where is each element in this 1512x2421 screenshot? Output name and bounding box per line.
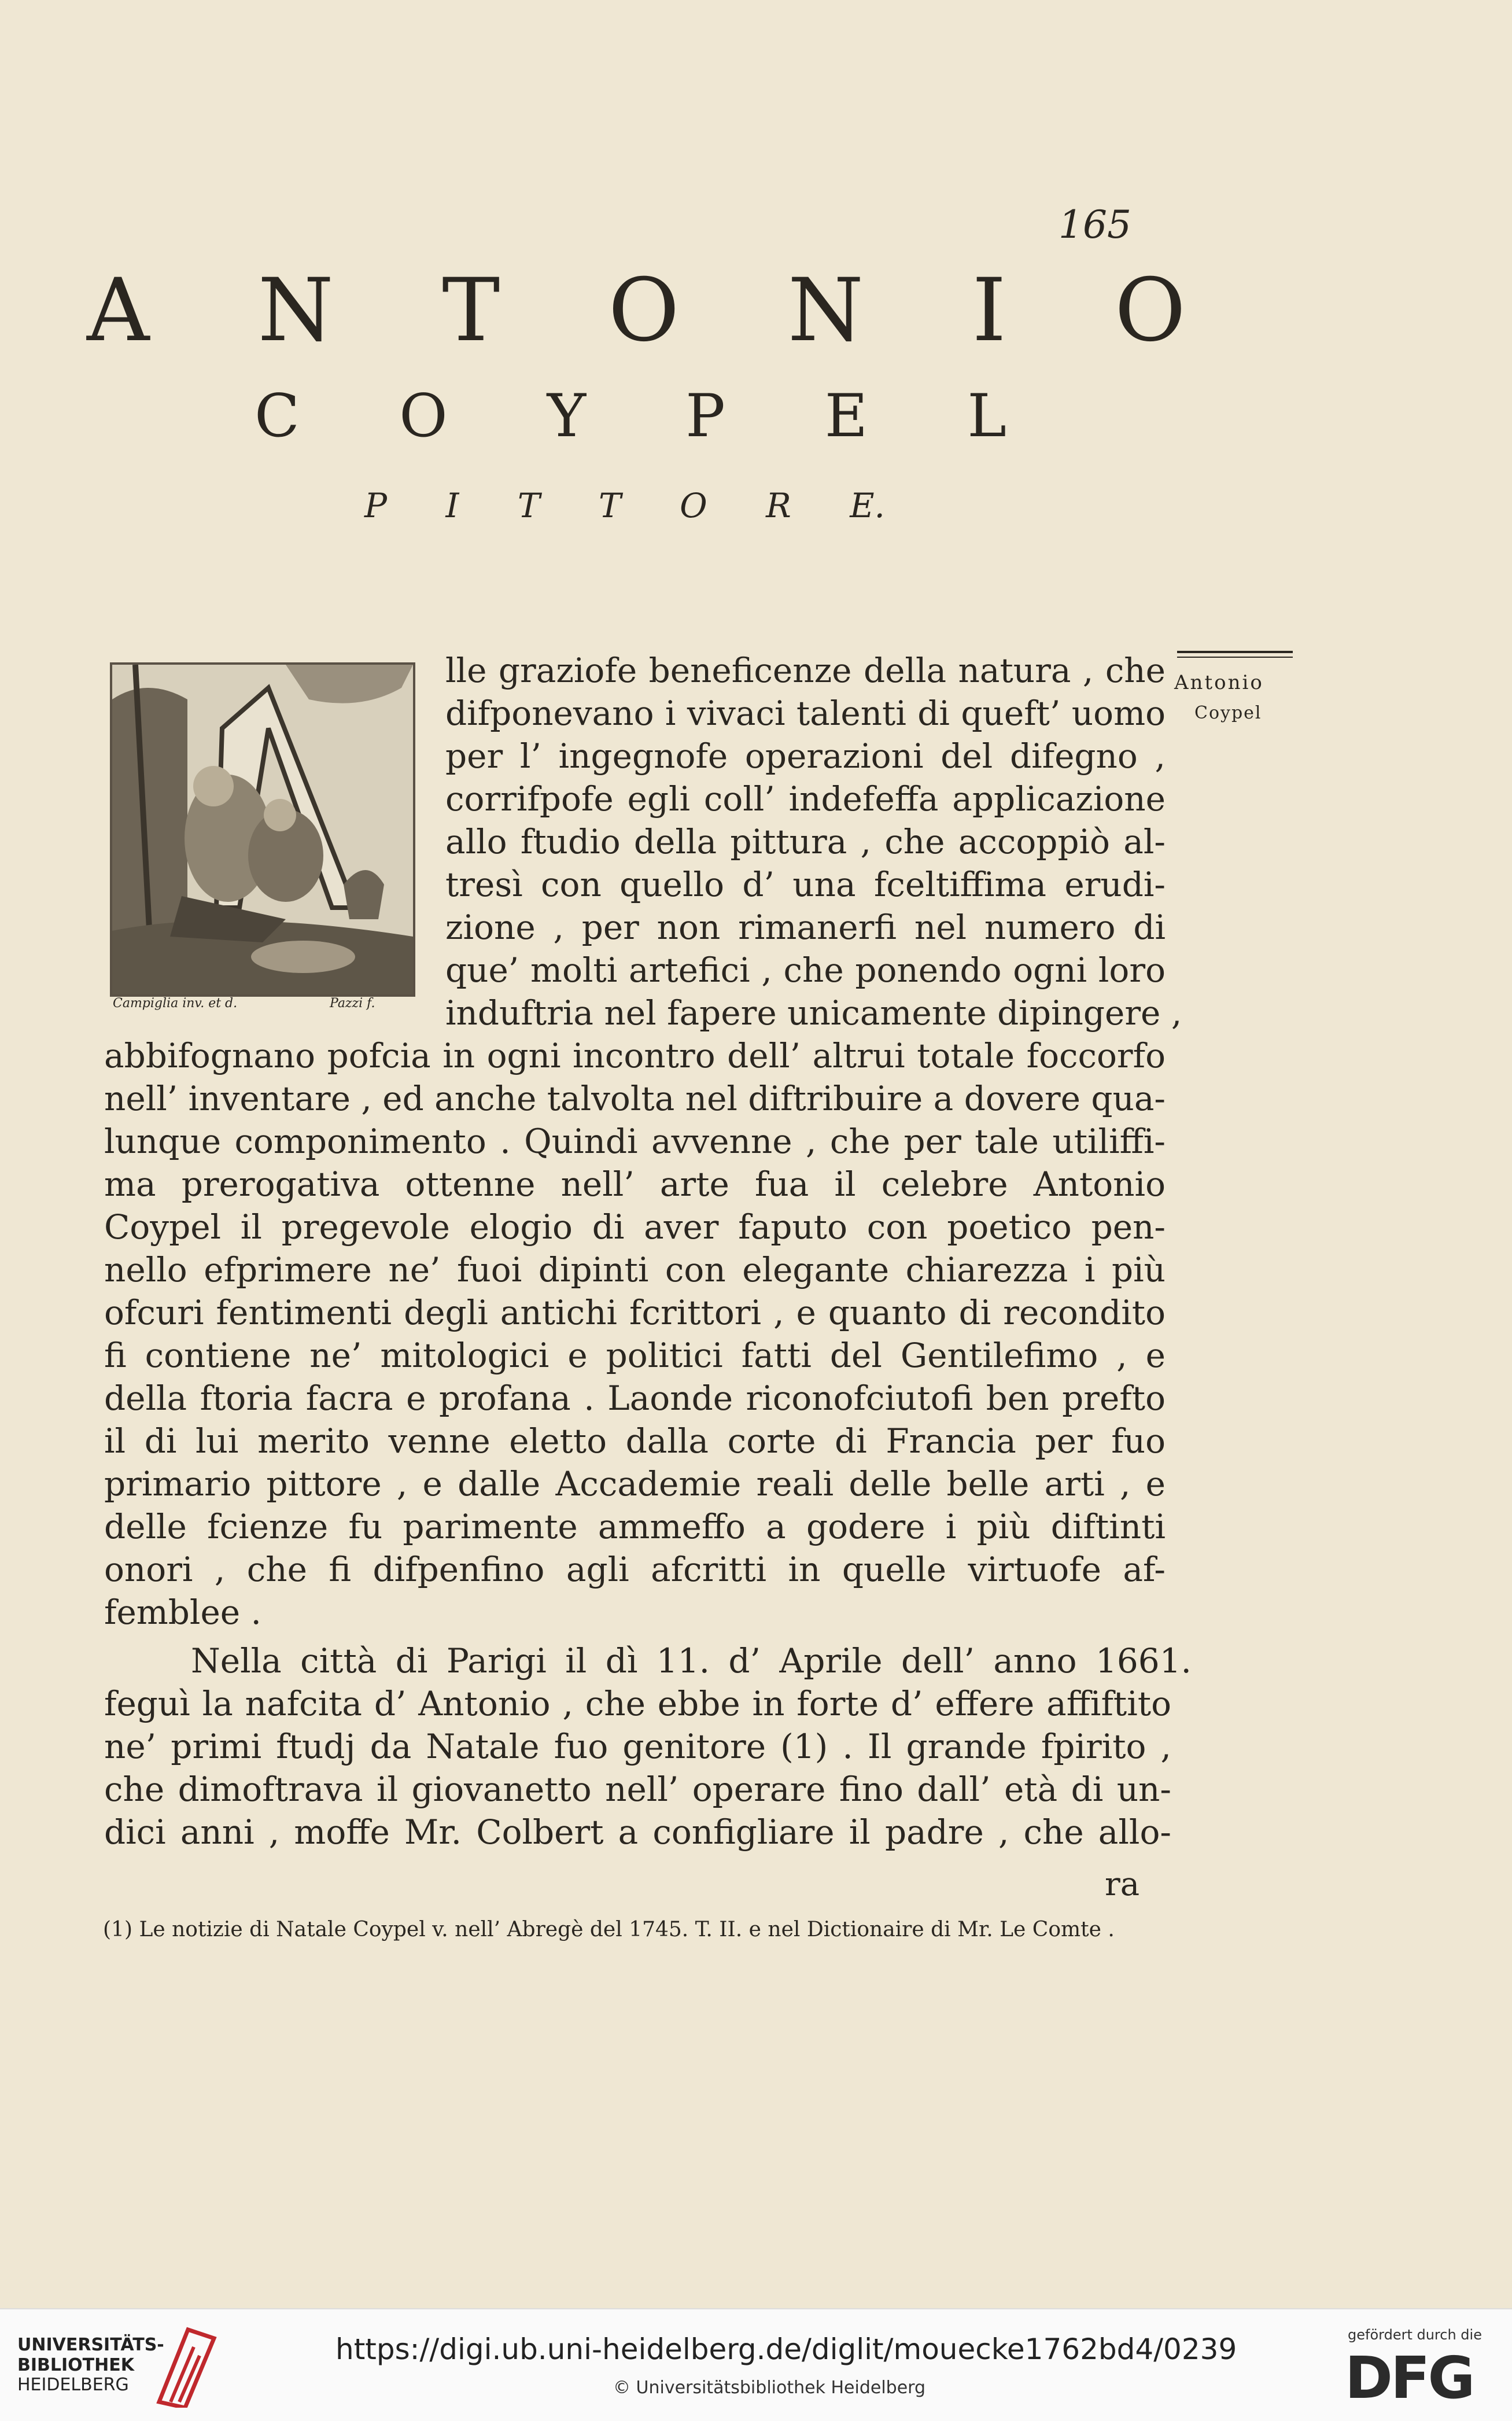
body-line: feguì la nafcita d’ Antonio , che ebbe in forte d’ effere affiftito: [104, 1684, 1171, 1723]
body-line: induftria nel fapere unicamente dipingere ,: [445, 993, 1182, 1033]
sidenote-antonio: Antonio: [1174, 671, 1264, 694]
body-line: della ftoria facra e profana . Laonde riconofciutofi ben prefto: [104, 1379, 1166, 1418]
library-name: UNIVERSITÄTS- BIBLIOTHEK HEIDELBERG: [17, 2335, 164, 2395]
engraving-picture: [112, 665, 413, 994]
catchword: ra: [1105, 1866, 1140, 1903]
body-line: lunque componimento . Quindi avvenne , che per tale utiliffi-: [104, 1122, 1166, 1161]
engraving-caption-left: Campiglia inv. et d.: [113, 996, 238, 1011]
body-line: che dimoftrava il giovanetto nell’ operare fino dall’ età di un-: [104, 1770, 1171, 1809]
library-logo-icon: [153, 2321, 220, 2408]
viewer-footer: [0, 2308, 1512, 2421]
body-line: fi contiene ne’ mitologici e politici fatti del Gentilefimo , e: [104, 1336, 1166, 1375]
sidenote-rule: [1177, 651, 1293, 653]
body-line: dici anni , moffe Mr. Colbert a configliare il padre , che allo-: [104, 1812, 1171, 1852]
funder-label: gefördert durch die: [1348, 2327, 1482, 2343]
engraving-caption-right: Pazzi f.: [330, 996, 375, 1011]
title-line-coypel: C O Y P E L: [255, 382, 1006, 451]
copyright-notice: © Universitätsbibliothek Heidelberg: [613, 2378, 926, 2398]
body-line: allo ftudio della pittura , che accoppiò al-: [445, 822, 1166, 861]
body-line: delle fcienze fu parimente ammeffo a godere i più diftinti: [104, 1507, 1166, 1546]
footnote: (1) Le notizie di Natale Coypel v. nell’ Abregè del 1745. T. II. e nel Dictionaire di Mr. Le Comte .: [103, 1918, 1115, 1941]
body-line: femblee .: [104, 1593, 261, 1632]
body-line: nell’ inventare , ed anche talvolta nel diftribuire a dovere qua-: [104, 1079, 1166, 1118]
title-line-antonio: A N T O N I O: [87, 260, 1186, 361]
body-line: abbifognano pofcia in ogni incontro dell’ altrui totale foccorfo: [104, 1036, 1166, 1075]
body-line: ne’ primi ftudj da Natale fuo genitore (1) . Il grande fpirito ,: [104, 1727, 1171, 1766]
body-line: ma prerogativa ottenne nell’ arte fua il celebre Antonio: [104, 1165, 1166, 1204]
body-line: difponevano i vivaci talenti di queft’ uomo: [445, 694, 1166, 733]
body-line: Nella città di Parigi il dì 11. d’ Aprile dell’ anno 1661.: [191, 1641, 1192, 1681]
page-number: 165: [1059, 202, 1131, 247]
body-line: Coypel il pregevole elogio di aver faputo con poetico pen-: [104, 1207, 1166, 1247]
body-line: zione , per non rimanerfi nel numero di: [445, 908, 1166, 947]
title-line-pittore: P I T T O R E.: [364, 486, 885, 525]
body-line: ofcuri fentimenti degli antichi fcrittori , e quanto di recondito: [104, 1293, 1166, 1332]
body-line: onori , che fi difpenfino agli afcritti in quelle virtuofe af-: [104, 1550, 1166, 1589]
sidenote-coypel: Coypel: [1194, 703, 1262, 723]
body-line: lle graziofe beneficenze della natura , che: [445, 651, 1166, 690]
body-line: corrifpofe egli coll’ indefeffa applicazione: [445, 779, 1166, 819]
body-line: il di lui merito venne eletto dalla corte di Francia per fuo: [104, 1421, 1166, 1461]
body-line: per l’ ingegnofe operazioni del difegno ,: [445, 736, 1166, 776]
dfg-logo: DFG: [1345, 2344, 1473, 2412]
sidenote-rule-thin: [1177, 657, 1293, 658]
engraved-initial-illustration: [110, 662, 415, 997]
body-line: nello efprimere ne’ fuoi dipinti con elegante chiarezza i più: [104, 1250, 1166, 1289]
body-line: tresì con quello d’ una fceltiffima erudi-: [445, 865, 1166, 904]
body-line: primario pittore , e dalle Accademie reali delle belle arti , e: [104, 1464, 1166, 1504]
body-line: que’ molti artefici , che ponendo ogni loro: [445, 950, 1166, 990]
permalink-url[interactable]: https://digi.ub.uni-heidelberg.de/diglit/mouecke1762bd4/0239: [335, 2332, 1237, 2366]
